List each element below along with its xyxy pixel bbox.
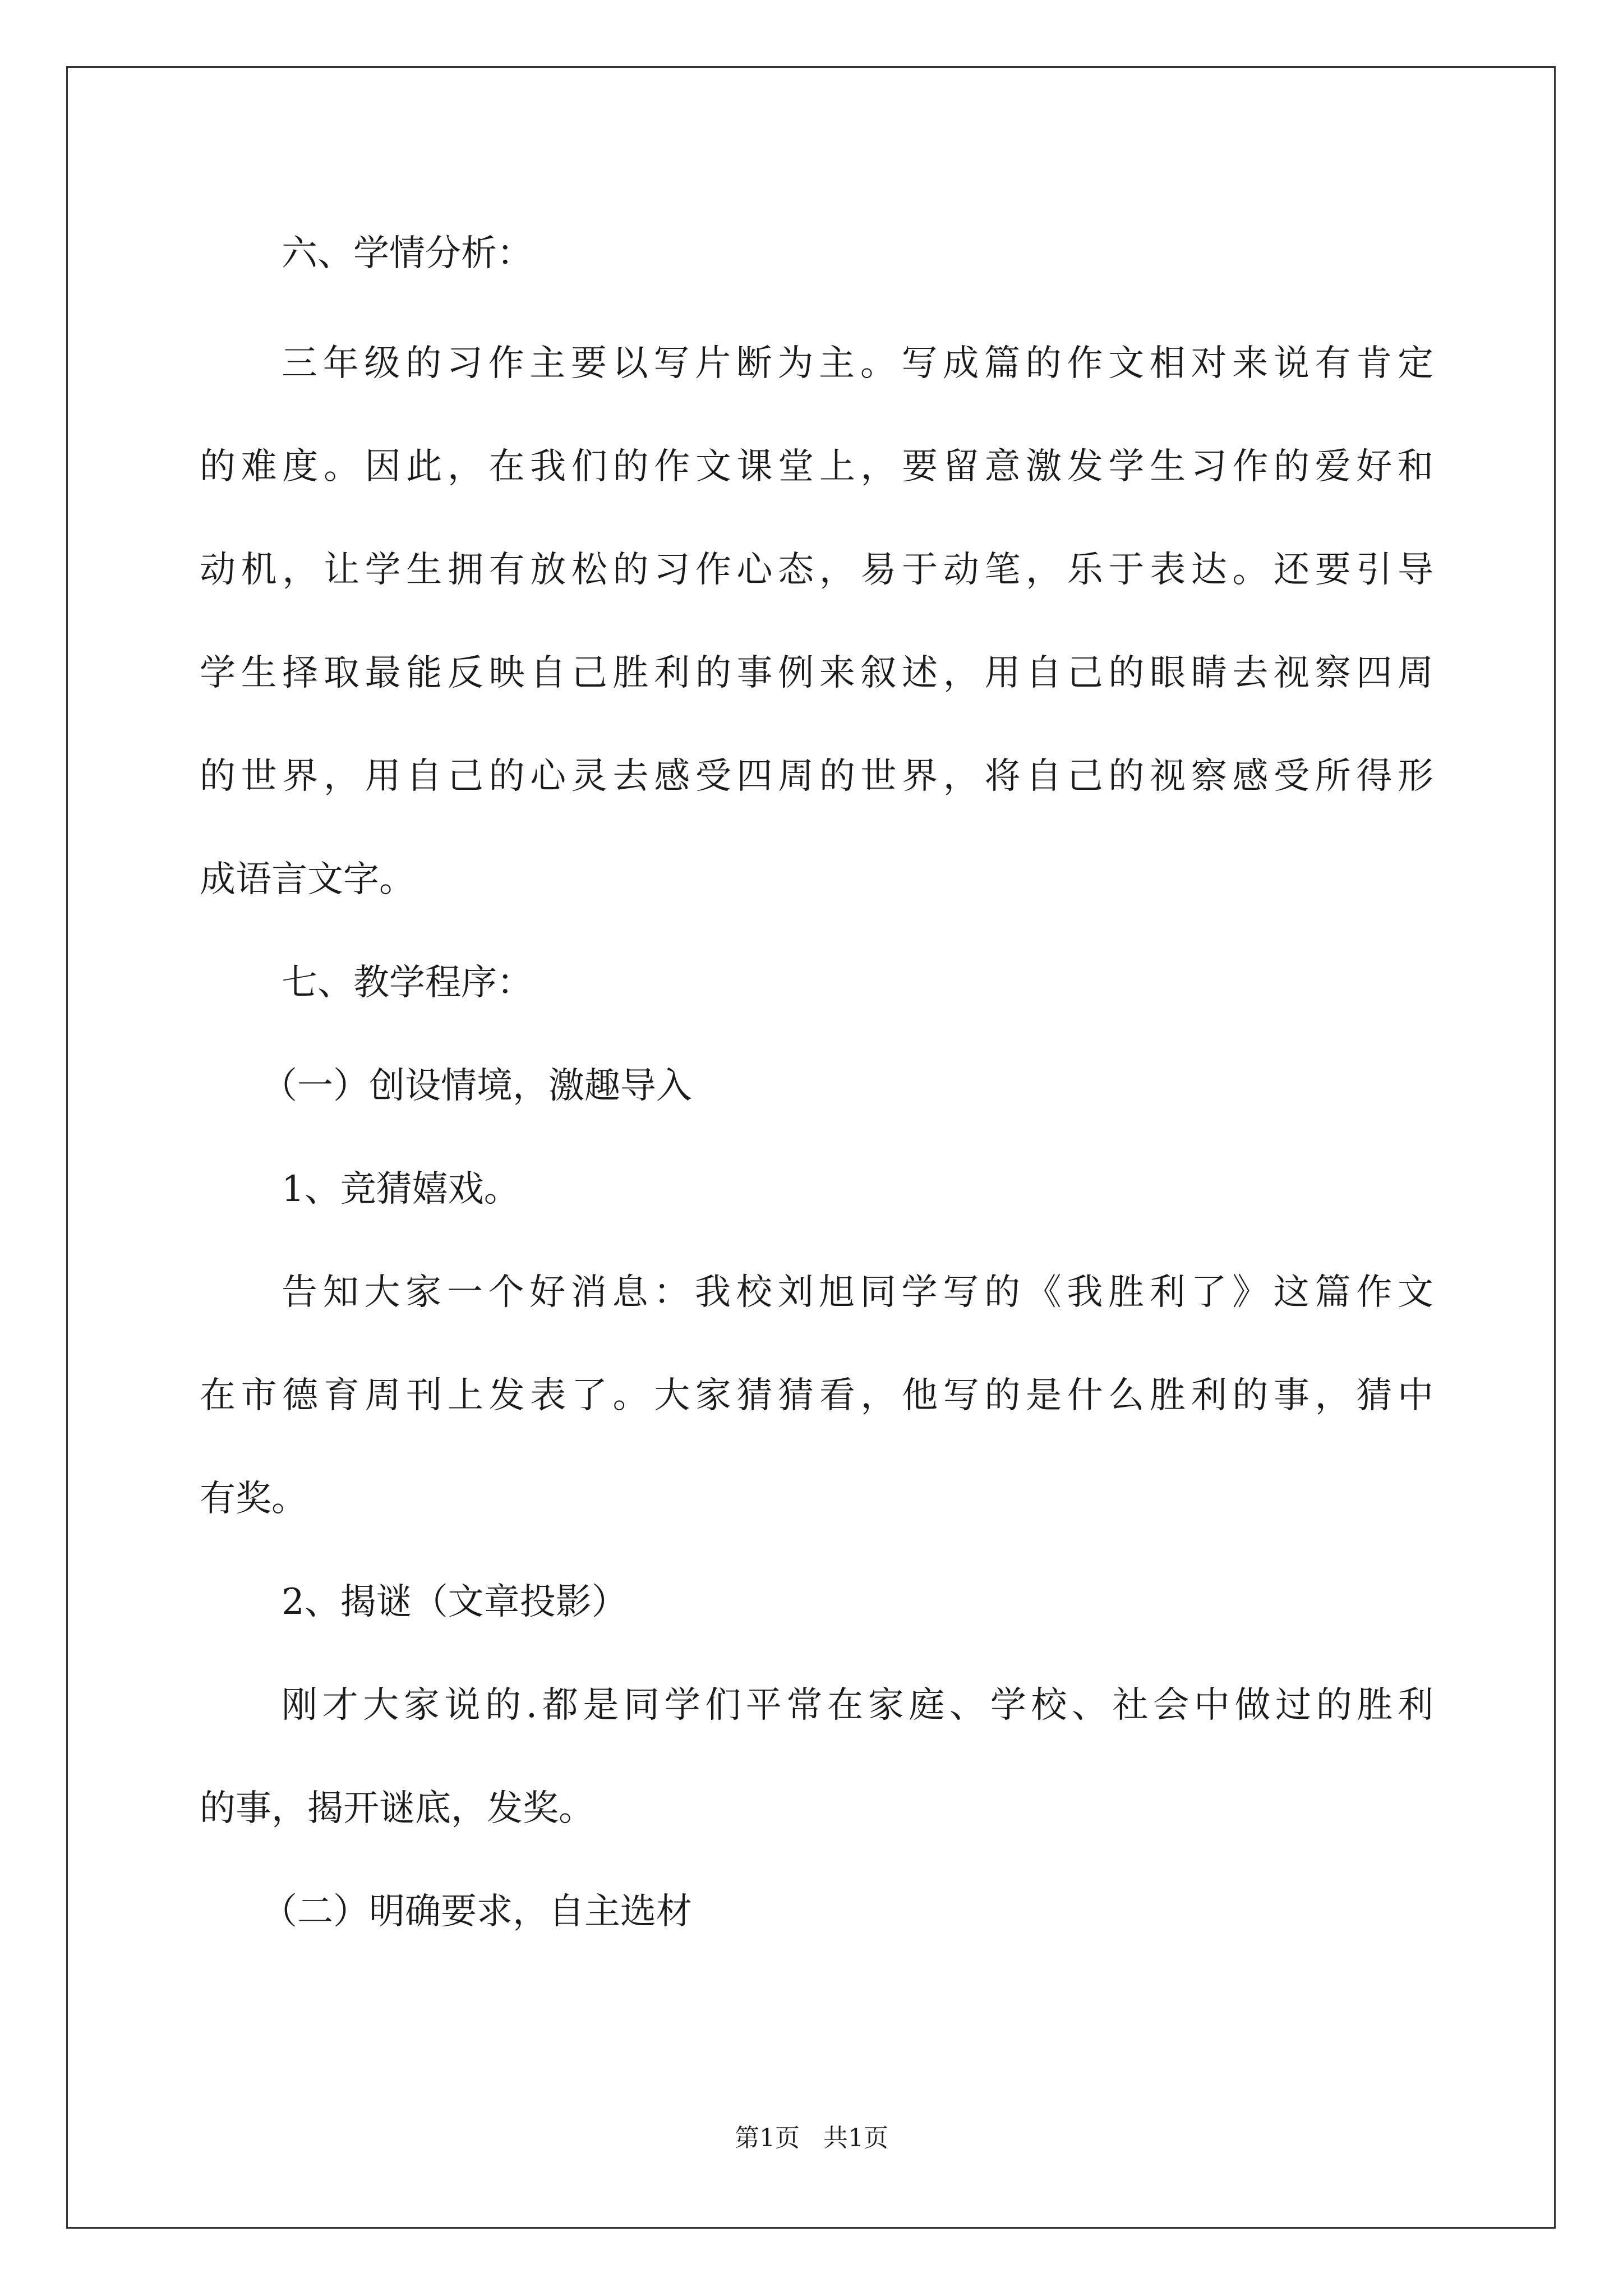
paragraph-line: 告知大家一个好消息：我校刘旭同学写的《我胜利了》这篇作文 bbox=[282, 1272, 1433, 1313]
paragraph-line: 的世界，用自己的心灵去感受四周的世界，将自己的视察感受所得形 bbox=[200, 756, 1433, 797]
item-2-heading: 2、揭谜（文章投影） bbox=[282, 1581, 628, 1623]
paragraph-line: 有奖。 bbox=[200, 1478, 307, 1520]
paragraph-line: 三年级的习作主要以写片断为主。写成篇的作文相对来说有肯定 bbox=[282, 343, 1433, 384]
paragraph-line: 的难度。因此，在我们的作文课堂上，要留意激发学生习作的爱好和 bbox=[200, 446, 1433, 487]
section-6-heading: 六、学情分析： bbox=[282, 233, 533, 274]
paragraph-line: 动机，让学生拥有放松的习作心态，易于动笔，乐于表达。还要引导 bbox=[200, 549, 1433, 591]
item-1-heading: 1、竞猜嬉戏。 bbox=[282, 1168, 520, 1210]
paragraph-line: 在市德育周刊上发表了。大家猜猜看，他写的是什么胜利的事，猜中 bbox=[200, 1375, 1433, 1416]
section-7-heading: 七、教学程序： bbox=[282, 962, 533, 1004]
paragraph-line: 的事，揭开谜底，发奖。 bbox=[200, 1788, 594, 1829]
paragraph-line: 成语言文字。 bbox=[200, 859, 415, 900]
page-footer: 第1页 共1页 bbox=[735, 2124, 888, 2152]
paragraph-line: 刚才大家说的.都是同学们平常在家庭、学校、社会中做过的胜利 bbox=[282, 1685, 1433, 1726]
part-1-heading: （一）创设情境，激趣导入 bbox=[261, 1065, 692, 1107]
paragraph-line: 学生择取最能反映自己胜利的事例来叙述，用自己的眼睛去视察四周 bbox=[200, 652, 1433, 694]
part-2-heading: （二）明确要求，自主选材 bbox=[261, 1891, 692, 1932]
